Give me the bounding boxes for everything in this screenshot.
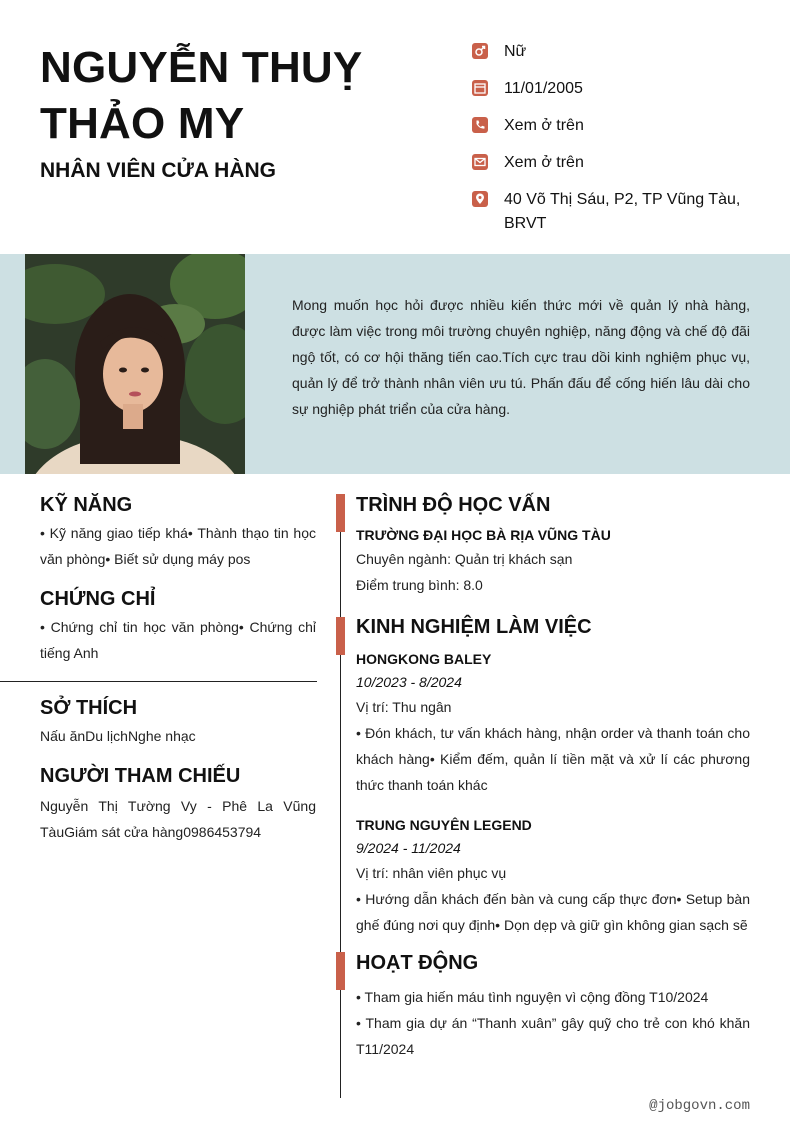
hobbies-title: SỞ THÍCH (40, 697, 138, 719)
contact-gender (472, 40, 762, 64)
certificates-text: • Chứng chỉ tin học văn phòng• Chứng chỉ tiếng Anh (40, 619, 316, 661)
contact-address (472, 188, 762, 236)
job-period: 9/2024 - 11/2024 (356, 840, 461, 856)
certificates-section (40, 586, 316, 666)
skills-text: • Kỹ năng giao tiếp khá• Thành thạo tin học văn phòng• Biết sử dụng máy pos (40, 525, 316, 567)
footer-watermark: @jobgovn.com (649, 1098, 750, 1114)
hobbies-section (40, 695, 316, 749)
activity-item: • Tham gia hiến máu tình nguyện vì cộng đồng T10/2024 (356, 989, 709, 1005)
contact-phone-value: Xem ở trên (504, 117, 584, 134)
skills-section (40, 492, 316, 572)
profile-photo (25, 254, 245, 474)
mail-icon (472, 154, 488, 170)
job-company: HONGKONG BALEY (356, 651, 492, 667)
contact-gender-value: Nữ (504, 43, 527, 60)
career-objective: Mong muốn học hỏi được nhiều kiến thức mới về quản lý nhà hàng, được làm việc trong môi trường chuyên nghiệp, năng động và chế độ đãi ngộ tốt, có cơ hội thăng tiến cao.Tích cực trau dồi kinh nghiệm phục vụ, quản lý để trở thành nhân viên ưu tú. Phấn đấu để cống hiến lâu dài cho sự nghiệp phát triển của cửa hàng. (292, 297, 750, 417)
job-position: Vị trí: Thu ngân (356, 699, 452, 715)
job-title: NHÂN VIÊN CỬA HÀNG (40, 159, 276, 182)
references-title: NGƯỜI THAM CHIẾU (40, 765, 241, 787)
activities-marker (336, 952, 345, 990)
activities-section (356, 950, 750, 1062)
references-text: Nguyễn Thị Tường Vy - Phê La Vũng TàuGiám sát cửa hàng0986453794 (40, 798, 316, 840)
job-position: Vị trí: nhân viên phục vụ (356, 865, 507, 881)
education-gpa: Điểm trung bình: 8.0 (356, 577, 483, 593)
candidate-name: NGUYỄN THUỴ THẢO MY (40, 43, 363, 148)
job-description: • Hướng dẫn khách đến bàn và cung cấp thực đơn• Setup bàn ghế đúng nơi quy định• Dọn dẹp và giữ gìn không gian sạch sẽ (356, 891, 750, 933)
location-icon (472, 191, 488, 207)
experience-section (356, 614, 750, 938)
hobbies-text: Nấu ănDu lịchNghe nhạc (40, 728, 196, 744)
skills-title: KỸ NĂNG (40, 494, 133, 516)
contact-address-value: 40 Võ Thị Sáu, P2, TP Vũng Tàu, BRVT (504, 191, 741, 232)
contact-birthday-value: 11/01/2005 (504, 80, 583, 97)
left-divider (0, 681, 317, 682)
education-school: TRƯỜNG ĐẠI HỌC BÀ RỊA VŨNG TÀU (356, 527, 611, 543)
contact-birthday (472, 77, 762, 101)
education-major: Chuyên ngành: Quản trị khách sạn (356, 551, 573, 567)
contact-email-value: Xem ở trên (504, 154, 584, 171)
job-description: • Đón khách, tư vấn khách hàng, nhận order và thanh toán cho khách hàng• Kiểm đếm, quản lí tiền mặt và xử lí các phương thức thanh toán khác (356, 725, 750, 793)
timeline-line (340, 494, 341, 1098)
gender-icon (472, 43, 488, 59)
experience-title: KINH NGHIỆM LÀM VIỆC (356, 616, 592, 638)
education-marker (336, 494, 345, 532)
references-section (40, 763, 316, 845)
activities-title: HOẠT ĐỘNG (356, 952, 479, 974)
education-section (356, 492, 750, 598)
job-period: 10/2023 - 8/2024 (356, 674, 462, 690)
contact-list (472, 40, 762, 249)
contact-email (472, 151, 762, 175)
job-entry (356, 648, 750, 798)
certificates-title: CHỨNG CHỈ (40, 588, 156, 610)
education-title: TRÌNH ĐỘ HỌC VẤN (356, 494, 551, 516)
contact-phone (472, 114, 762, 138)
job-entry (356, 814, 750, 938)
experience-marker (336, 617, 345, 655)
activity-item: • Tham gia dự án “Thanh xuân” gây quỹ cho trẻ con khó khăn T11/2024 (356, 1015, 750, 1057)
phone-icon (472, 117, 488, 133)
job-company: TRUNG NGUYÊN LEGEND (356, 817, 532, 833)
calendar-icon (472, 80, 488, 96)
